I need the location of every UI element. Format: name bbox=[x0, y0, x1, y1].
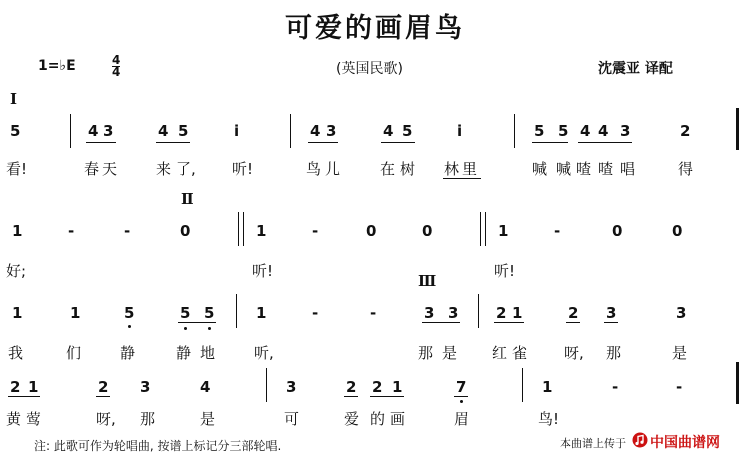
note: - bbox=[124, 222, 131, 240]
note: - bbox=[370, 304, 377, 322]
lyric: 那 bbox=[140, 410, 156, 428]
underline-beam bbox=[96, 396, 110, 397]
lyric: 那 bbox=[606, 344, 622, 362]
barline bbox=[236, 294, 237, 328]
note: 2 bbox=[98, 378, 109, 396]
lyric: 儿 bbox=[325, 160, 341, 178]
lyric: 是 bbox=[200, 410, 216, 428]
note: - bbox=[68, 222, 75, 240]
note: i bbox=[457, 122, 463, 140]
underline-beam bbox=[370, 396, 404, 397]
note: 4 bbox=[88, 122, 99, 140]
song-origin: (英国民歌) bbox=[336, 61, 403, 77]
barline bbox=[238, 212, 239, 246]
song-title: 可爱的画眉鸟 bbox=[285, 13, 465, 44]
underline-beam bbox=[344, 396, 358, 397]
note: 5 bbox=[10, 122, 21, 140]
note: 4 bbox=[598, 122, 609, 140]
note: 2 bbox=[10, 378, 21, 396]
note: 1 bbox=[256, 222, 267, 240]
barline bbox=[522, 368, 523, 402]
lyric: 呀, bbox=[96, 410, 116, 428]
lyric: 红 bbox=[492, 344, 508, 362]
lyric: 得 bbox=[678, 160, 694, 178]
lyric-underline bbox=[443, 178, 481, 179]
lyric: 可 bbox=[284, 410, 300, 428]
underline-beam bbox=[422, 322, 460, 323]
note: 1 bbox=[542, 378, 553, 396]
lyric: 里 bbox=[462, 160, 478, 178]
time-signature-bottom: 4 bbox=[112, 65, 121, 79]
lyric: 们 bbox=[66, 344, 82, 362]
lyric: 唱 bbox=[620, 160, 636, 178]
note: 0 bbox=[422, 222, 433, 240]
underline-beam bbox=[494, 322, 524, 323]
note: 1 bbox=[498, 222, 509, 240]
note: 0 bbox=[612, 222, 623, 240]
barline bbox=[480, 212, 481, 246]
lyric: 喳 bbox=[576, 160, 592, 178]
note: 1 bbox=[512, 304, 523, 322]
lyric: 眉 bbox=[454, 410, 470, 428]
part-mark-2: Ⅱ bbox=[181, 190, 194, 208]
lyric: 在 bbox=[380, 160, 396, 178]
lyric: 画 bbox=[390, 410, 406, 428]
note: - bbox=[312, 222, 319, 240]
note: - bbox=[676, 378, 683, 396]
underline-beam bbox=[381, 142, 415, 143]
lyric: 鸟! bbox=[538, 410, 560, 428]
lyric: 喊 bbox=[532, 160, 548, 178]
low-octave-dot bbox=[128, 325, 131, 328]
barline bbox=[514, 114, 515, 148]
low-octave-dot bbox=[184, 327, 187, 330]
lyric: 雀 bbox=[512, 344, 528, 362]
note: 1 bbox=[70, 304, 81, 322]
underline-beam bbox=[308, 142, 338, 143]
note: - bbox=[312, 304, 319, 322]
note: 5 bbox=[534, 122, 545, 140]
lyric: 是 bbox=[442, 344, 458, 362]
lyric: 好; bbox=[6, 262, 27, 280]
lyric: 喊 bbox=[556, 160, 572, 178]
lyric: 我 bbox=[8, 344, 24, 362]
underline-beam bbox=[8, 396, 40, 397]
note: 4 bbox=[383, 122, 394, 140]
time-signature-top: 4 bbox=[112, 53, 121, 67]
lyric: 春 bbox=[84, 160, 100, 178]
lyric: 了, bbox=[176, 160, 196, 178]
note: 5 bbox=[124, 304, 135, 322]
footnote: 注: 此歌可作为轮唱曲, 按谱上标记分三部轮唱. bbox=[34, 439, 282, 453]
key-signature: 1=♭E bbox=[38, 58, 76, 74]
lyric: 天 bbox=[102, 160, 118, 178]
note: 0 bbox=[672, 222, 683, 240]
lyric: 静 bbox=[120, 344, 136, 362]
barline bbox=[736, 108, 739, 150]
note: 4 bbox=[580, 122, 591, 140]
final-barline bbox=[736, 362, 739, 404]
lyric: 莺 bbox=[26, 410, 42, 428]
low-octave-dot bbox=[208, 327, 211, 330]
lyric: 树 bbox=[400, 160, 416, 178]
note: 2 bbox=[346, 378, 357, 396]
lyric: 呀, bbox=[564, 344, 584, 362]
note: 1 bbox=[256, 304, 267, 322]
note: 4 bbox=[200, 378, 211, 396]
note: 4 bbox=[310, 122, 321, 140]
underline-beam bbox=[578, 142, 632, 143]
lyric: 听, bbox=[254, 344, 274, 362]
underline-beam bbox=[604, 322, 618, 323]
site-name[interactable]: 中国曲谱网 bbox=[650, 435, 720, 451]
note: 7 bbox=[456, 378, 467, 396]
lyric: 听! bbox=[252, 262, 274, 280]
note: 3 bbox=[424, 304, 435, 322]
barline bbox=[243, 212, 244, 246]
note: - bbox=[554, 222, 561, 240]
note: 1 bbox=[12, 304, 23, 322]
lyric: 静 bbox=[176, 344, 192, 362]
barline bbox=[485, 212, 486, 246]
note: 4 bbox=[158, 122, 169, 140]
underline-beam bbox=[156, 142, 190, 143]
note: 5 bbox=[204, 304, 215, 322]
lyric: 喳 bbox=[598, 160, 614, 178]
lyric: 地 bbox=[200, 344, 216, 362]
note: 3 bbox=[140, 378, 151, 396]
lyric: 黄 bbox=[6, 410, 22, 428]
note: 0 bbox=[366, 222, 377, 240]
note: - bbox=[612, 378, 619, 396]
note: 2 bbox=[496, 304, 507, 322]
lyric: 那 bbox=[418, 344, 434, 362]
note: 5 bbox=[178, 122, 189, 140]
note: 5 bbox=[180, 304, 191, 322]
upload-note: 本曲谱上传于 bbox=[560, 437, 626, 450]
lyric: 林 bbox=[444, 160, 460, 178]
underline-beam bbox=[178, 322, 216, 323]
underline-beam bbox=[566, 322, 580, 323]
part-mark-1: Ⅰ bbox=[10, 90, 18, 108]
lyric: 的 bbox=[370, 410, 386, 428]
lyric: 爱 bbox=[344, 410, 360, 428]
note: 2 bbox=[680, 122, 691, 140]
note: 1 bbox=[12, 222, 23, 240]
lyric: 鸟 bbox=[306, 160, 322, 178]
note: 3 bbox=[606, 304, 617, 322]
note: 5 bbox=[402, 122, 413, 140]
barline bbox=[266, 368, 267, 402]
barline bbox=[290, 114, 291, 148]
note: 0 bbox=[180, 222, 191, 240]
lyric: 来 bbox=[156, 160, 172, 178]
note: 2 bbox=[372, 378, 383, 396]
arranger: 沈震亚 译配 bbox=[598, 61, 673, 77]
lyric: 看! bbox=[6, 160, 28, 178]
lyric: 是 bbox=[672, 344, 688, 362]
note: 3 bbox=[103, 122, 114, 140]
note: 3 bbox=[286, 378, 297, 396]
note: 3 bbox=[326, 122, 337, 140]
note: 1 bbox=[392, 378, 403, 396]
music-note-icon bbox=[632, 432, 648, 448]
note: 2 bbox=[568, 304, 579, 322]
lyric: 听! bbox=[494, 262, 516, 280]
note: 3 bbox=[448, 304, 459, 322]
note: 5 bbox=[558, 122, 569, 140]
barline bbox=[478, 294, 479, 328]
note: 1 bbox=[28, 378, 39, 396]
underline-beam bbox=[454, 396, 468, 397]
part-mark-3: Ⅲ bbox=[418, 272, 437, 290]
note: i bbox=[234, 122, 240, 140]
barline bbox=[70, 114, 71, 148]
note: 3 bbox=[620, 122, 631, 140]
time-signature bbox=[112, 55, 120, 78]
low-octave-dot bbox=[460, 400, 463, 403]
note: 3 bbox=[676, 304, 687, 322]
underline-beam bbox=[86, 142, 116, 143]
underline-beam bbox=[532, 142, 568, 143]
site-logo bbox=[632, 432, 648, 452]
lyric: 听! bbox=[232, 160, 254, 178]
